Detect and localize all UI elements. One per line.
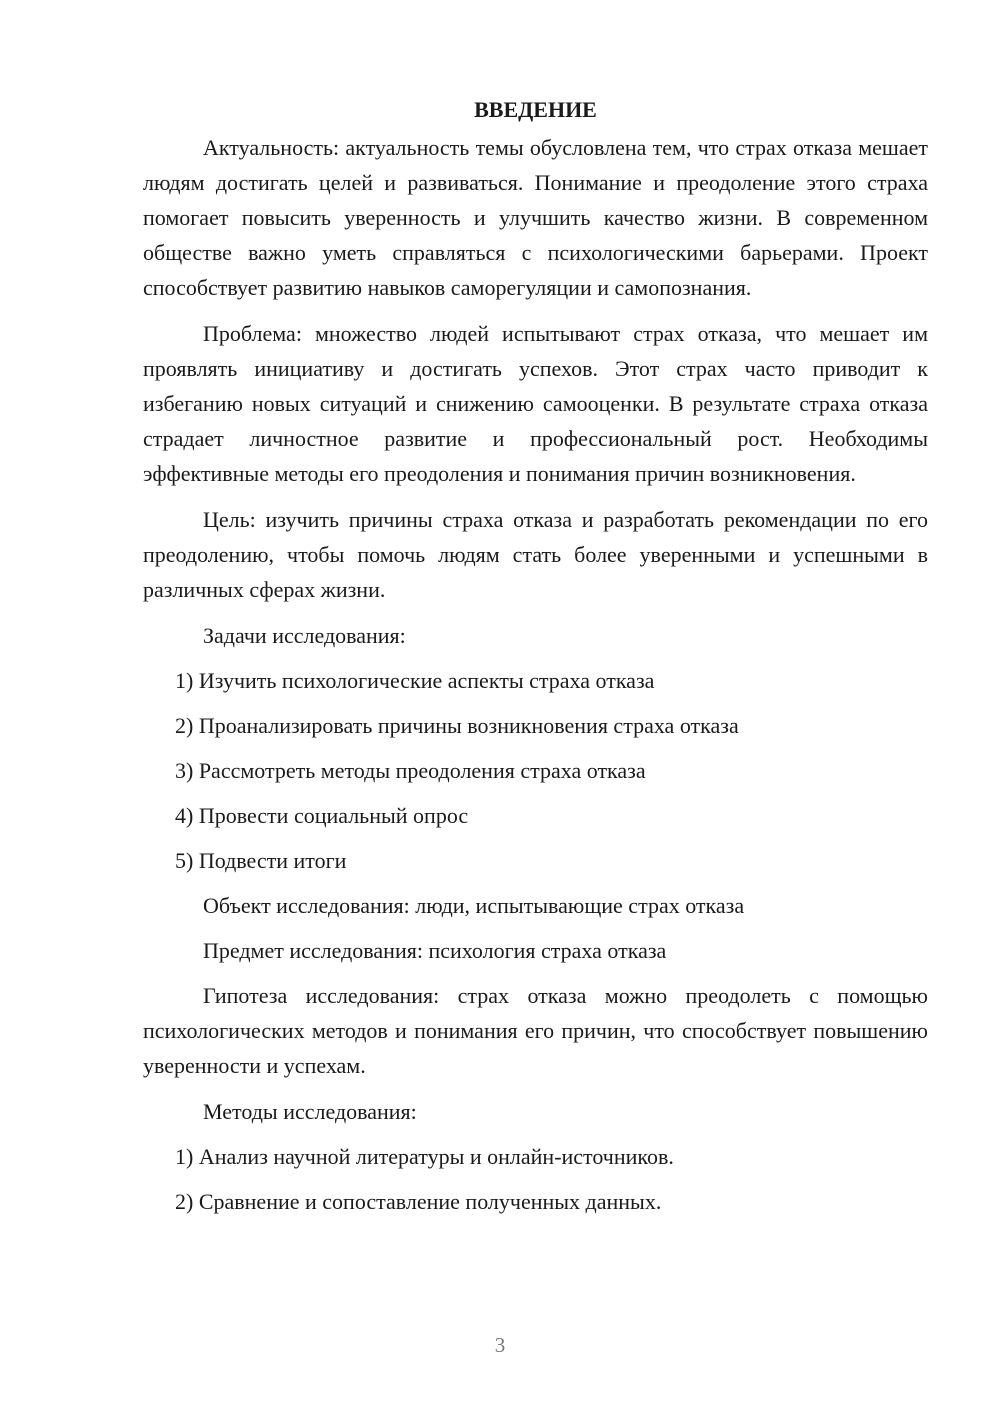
- list-item: 1) Изучить психологические аспекты страха отказа: [175, 668, 655, 693]
- problem-paragraph: Проблема: множество людей испытывают страх отказа, что мешает им проявлять инициативу и достигать успехов. Этот страх часто приводит к избеганию новых ситуаций и снижению самооценки. В результате страха отказа страдает личностное развитие и профессиональный рост. Необходимы эффективные методы его преодоления и понимания причин возникновения.: [143, 321, 928, 486]
- methods-list: [143, 1139, 928, 1219]
- tasks-heading: Задачи исследования:: [203, 623, 406, 648]
- page-number: 3: [494, 1333, 506, 1357]
- document-page: [143, 92, 928, 1229]
- relevance-paragraph: Актуальность: актуальность темы обусловлена тем, что страх отказа мешает людям достигать целей и развиваться. Понимание и преодоление этого страха помогает повысить уверенность и улучшить качество жизни. В современном обществе важно уметь справляться с психологическими барьерами. Проект способствует развитию навыков саморегуляции и самопознания.: [143, 135, 928, 300]
- section-title: ВВЕДЕНИЕ: [474, 97, 597, 122]
- subject-line: Предмет исследования: психология страха отказа: [203, 938, 667, 963]
- object-line: Объект исследования: люди, испытывающие страх отказа: [203, 893, 745, 918]
- goal-paragraph: Цель: изучить причины страха отказа и разработать рекомендации по его преодолению, чтобы помочь людям стать более уверенными и успешными в различных сферах жизни.: [143, 507, 928, 602]
- list-item: 1) Анализ научной литературы и онлайн-источников.: [175, 1144, 674, 1169]
- list-item: 2) Сравнение и сопоставление полученных данных.: [175, 1189, 662, 1214]
- list-item: 4) Провести социальный опрос: [175, 803, 469, 828]
- hypothesis-paragraph: Гипотеза исследования: страх отказа можно преодолеть с помощью психологических методов и понимания его причин, что способствует повышению уверенности и успехам.: [143, 983, 928, 1078]
- list-item: 2) Проанализировать причины возникновения страха отказа: [175, 713, 739, 738]
- methods-heading: Методы исследования:: [203, 1099, 417, 1124]
- list-item: 5) Подвести итоги: [175, 848, 347, 873]
- tasks-list: [143, 663, 928, 878]
- list-item: 3) Рассмотреть методы преодоления страха отказа: [175, 758, 646, 783]
